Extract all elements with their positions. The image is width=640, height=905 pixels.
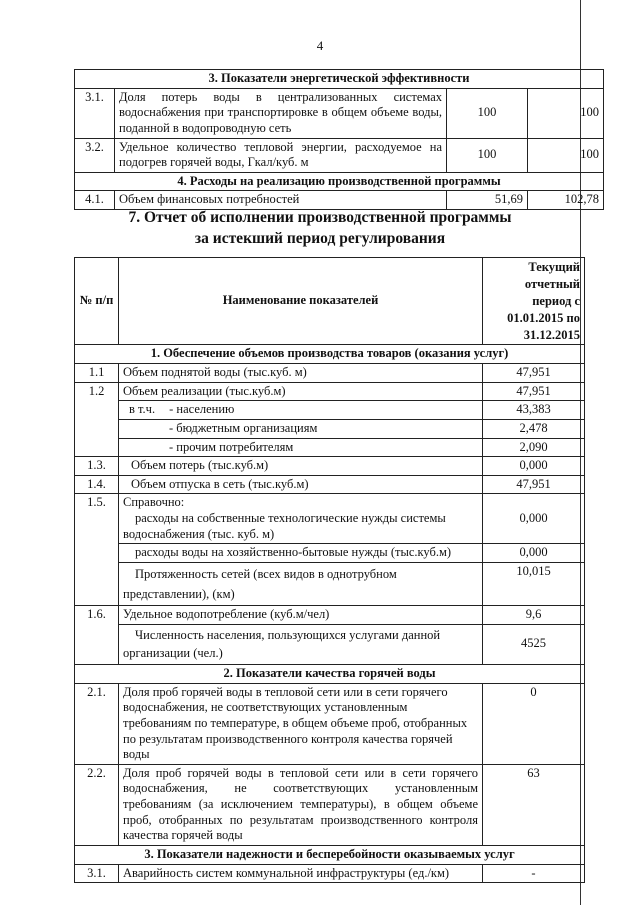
row-name [119,401,483,420]
row-name: Удельное водопотребление (куб.м/чел) [119,605,483,624]
row-name: Объем потерь (тыс.куб.м) [119,457,483,476]
row-text: расходы на собственные технологические нужды системы водоснабжения (тыс. куб. м) [123,511,446,541]
heading-line-2: за истекший период регулирования [194,229,446,247]
table-row [75,562,585,605]
row-value: 63 [483,764,585,845]
table-row [75,864,585,883]
row-number: 1.1 [75,364,119,383]
table-row [75,401,585,420]
row-value: 47,951 [483,364,585,383]
table-row [75,683,585,764]
row-number: 2.1. [75,683,119,764]
table-row [75,605,585,624]
row-name: Численность населения, пользующихся услугами данной организации (чел.) [119,624,483,665]
row-value: 100 [447,88,528,138]
row-number: 1.6. [75,605,119,624]
reference-label: Справочно: [123,495,185,510]
row-number: 1.4. [75,475,119,494]
heading-line-1: 7. Отчет об исполнении производственной программы [128,209,512,226]
row-value: 100 [528,138,604,172]
table-row [75,88,604,138]
table-row [75,764,585,845]
row-value: 0,000 [483,494,585,544]
row-name: Доля потерь воды в централизованных системах водоснабжения при транспортировке в общем объеме воды, поданной в водопроводную сеть [115,88,447,138]
row-number: 1.3. [75,457,119,476]
section-heading [0,208,640,250]
report-table [74,257,585,883]
row-number: 3.1. [75,864,119,883]
column-header-period: Текущий отчетный период с 01.01.2015 по 31.12.2015 [483,258,585,345]
energy-efficiency-table [74,69,604,210]
row-number: 3.1. [75,88,115,138]
row-name: - прочим потребителям [119,438,483,457]
section-title: 4. Расходы на реализацию производственной программы [75,172,604,191]
table-row [75,138,604,172]
row-value: 0 [483,683,585,764]
row-value: 43,383 [483,401,585,420]
row-value: 2,478 [483,419,585,438]
column-header-number: № п/п [75,258,119,345]
row-number: 4.1. [75,191,115,210]
row-name: Протяженность сетей (всех видов в однотрубном представлении), (км) [119,562,483,605]
row-value: 51,69 [447,191,528,210]
row-value: 9,6 [483,605,585,624]
row-name [119,494,483,544]
table-row [75,382,585,401]
row-number: 1.5. [75,494,119,544]
row-value: 100 [447,138,528,172]
row-name: расходы воды на хозяйственно-бытовые нужды (тыс.куб.м) [119,544,483,563]
column-header-name: Наименование показателей [119,258,483,345]
row-value: 102,78 [528,191,604,210]
row-number: 3.2. [75,138,115,172]
table-row [75,475,585,494]
row-subname: - населению [169,402,235,417]
row-value: 100 [528,88,604,138]
row-value: 2,090 [483,438,585,457]
row-name: Аварийность систем коммунальной инфраструктуры (ед./км) [119,864,483,883]
table-row [75,457,585,476]
row-value: 4525 [483,624,585,665]
row-number: 1.2 [75,382,119,401]
row-name: Объем реализации (тыс.куб.м) [119,382,483,401]
row-name: Доля проб горячей воды в тепловой сети или в сети горячего водоснабжения, не соответствующих установленным требованиям (за исключением температуры), в общем объеме проб, отобранных по результатам производственного контроля качества горячей воды [119,764,483,845]
row-value: 0,000 [483,457,585,476]
table-row [75,364,585,383]
row-name: Удельное количество тепловой энергии, расходуемое на подогрев горячей воды, Гкал/куб. м [115,138,447,172]
row-name: Доля проб горячей воды в тепловой сети или в сети горячего водоснабжения, не соответствующих установленным требованиям по температуре, в общем объеме проб, отобранных по результатам производственного контроля качества горячей воды [119,683,483,764]
table-row [75,544,585,563]
row-prefix: в т.ч. [129,402,156,417]
section-title: 3. Показатели энергетической эффективности [75,70,604,89]
table-row [75,438,585,457]
row-name: Объем финансовых потребностей [115,191,447,210]
row-value: - [483,864,585,883]
row-value: 10,015 [483,562,585,605]
table-row [75,191,604,210]
section-title: 3. Показатели надежности и бесперебойности оказываемых услуг [75,845,585,864]
row-name: - бюджетным организациям [119,419,483,438]
table-row [75,419,585,438]
row-name: Объем отпуска в сеть (тыс.куб.м) [119,475,483,494]
table-row [75,624,585,665]
page-number: 4 [316,38,324,53]
section-title: 1. Обеспечение объемов производства товаров (оказания услуг) [75,345,585,364]
row-number: 2.2. [75,764,119,845]
row-value: 47,951 [483,475,585,494]
section-title: 2. Показатели качества горячей воды [75,665,585,684]
row-value: 47,951 [483,382,585,401]
table-row [75,494,585,544]
row-value: 0,000 [483,544,585,563]
row-name: Объем поднятой воды (тыс.куб. м) [119,364,483,383]
